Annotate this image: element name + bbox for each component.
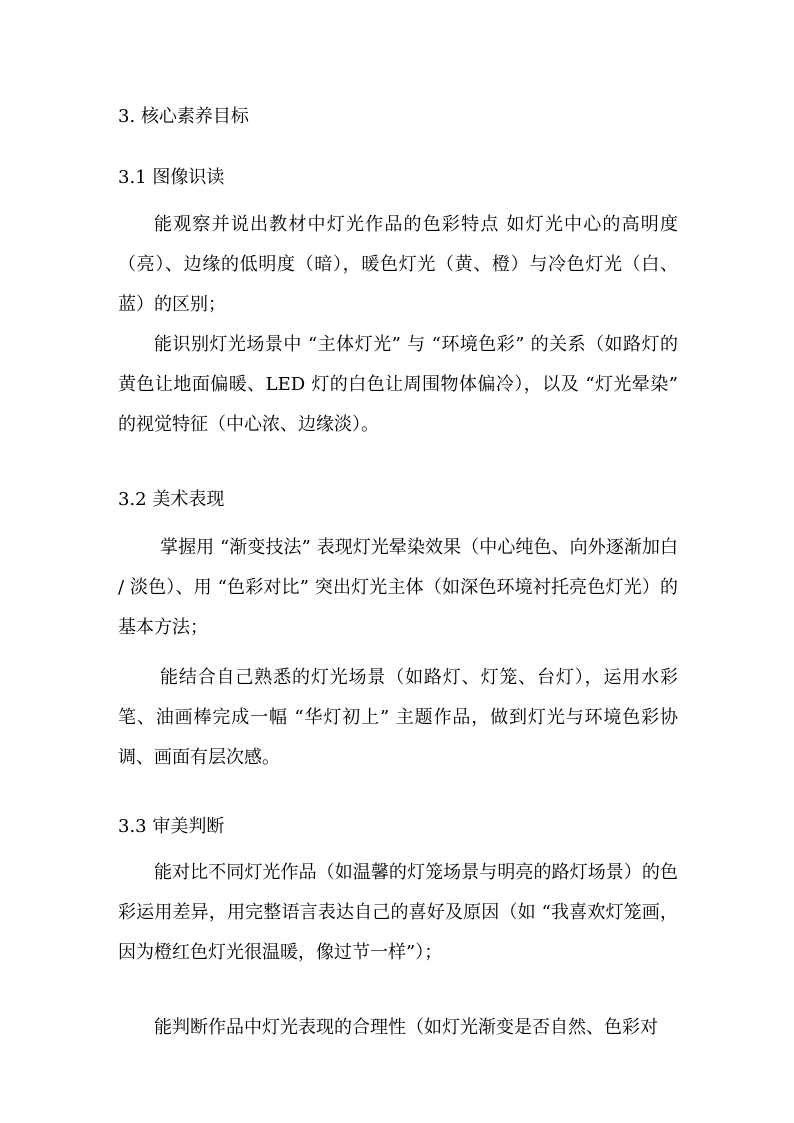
paragraph-image-reading-1: 能观察并说出教材中灯光作品的色彩特点 如灯光中心的高明度（亮）、边缘的低明度（暗），暖色灯光（黄、橙）与冷色灯光（白、蓝）的区别； (118, 214, 678, 315)
subsection-heading-image-reading: 3.1 图像识读 (118, 167, 225, 188)
paragraph-aesthetic-judgment-1: 能对比不同灯光作品（如温馨的灯笼场景与明亮的路灯场景）的色彩运用差异，用完整语言表达自己的喜好及原因（如 “我喜欢灯笼画，因为橙红色灯光很温暖，像过节一样”）； (118, 862, 678, 963)
paragraph-image-reading-2: 能识别灯光场景中 “主体灯光” 与 “环境色彩” 的关系（如路灯的黄色让地面偏暖、LED 灯的白色让周围物体偏冷），以及 “灯光晕染” 的视觉特征（中心浓、边缘淡）。 (118, 334, 678, 435)
section-heading: 3. 核心素养目标 (118, 106, 249, 127)
subsection-heading-art-expression: 3.2 美术表现 (118, 489, 225, 510)
paragraph-art-expression-2: 能结合自己熟悉的灯光场景（如路灯、灯笼、台灯），运用水彩笔、油画棒完成一幅 “华灯初上” 主题作品，做到灯光与环境色彩协调、画面有层次感。 (118, 667, 678, 768)
subsection-heading-aesthetic-judgment: 3.3 审美判断 (118, 816, 225, 837)
paragraph-aesthetic-judgment-2: 能判断作品中灯光表现的合理性（如灯光渐变是否自然、色彩对 (154, 1017, 658, 1038)
paragraph-art-expression-1: 掌握用 “渐变技法” 表现灯光晕染效果（中心纯色、向外逐渐加白 / 淡色）、用 “色彩对比” 突出灯光主体（如深色环境衬托亮色灯光）的基本方法； (118, 537, 678, 638)
